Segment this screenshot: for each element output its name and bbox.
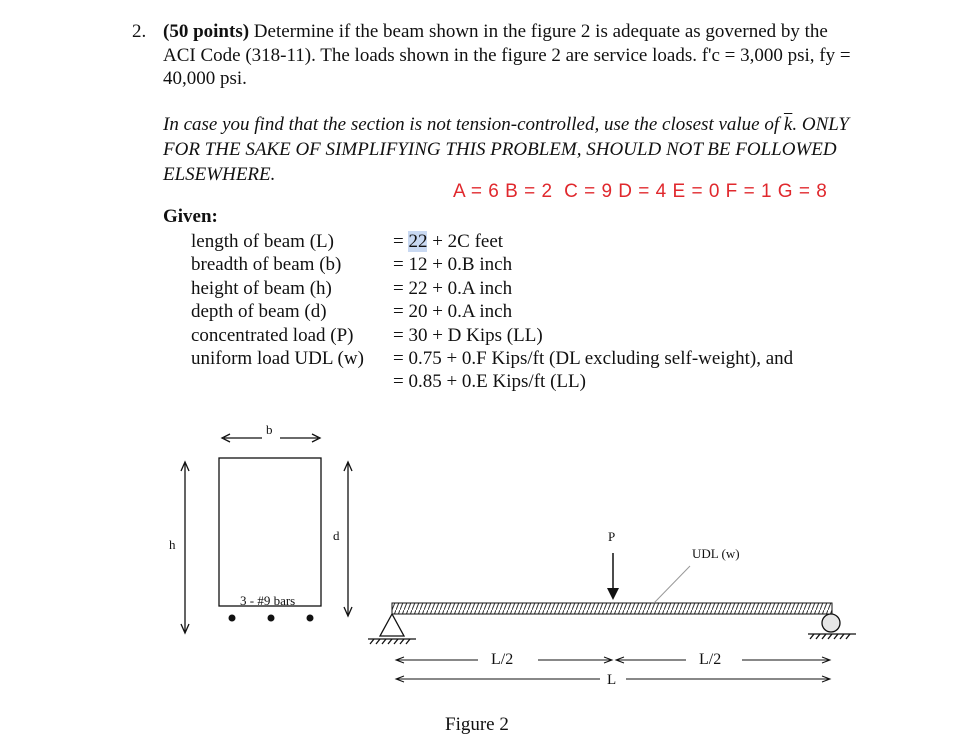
beam [392,603,832,614]
highlighted-value: 22 [408,231,428,252]
label-d: d [333,528,340,543]
figure-caption: Figure 2 [445,714,509,735]
given-value: = 22 + 0.A inch [393,277,513,299]
label-bars: 3 - #9 bars [240,593,296,608]
label-h: h [169,537,176,552]
given-label: height of beam (h) [191,277,332,299]
given-label: uniform load UDL (w) [191,347,364,369]
given-value: = 0.85 + 0.E Kips/ft (LL) [393,371,586,393]
given-value: = 12 + 0.B inch [393,254,513,276]
label-half-span-right: L/2 [699,651,722,668]
given-label: length of beam (L) [191,231,334,252]
label-half-span-left: L/2 [491,651,514,668]
rebars [229,615,314,622]
rebar-dot [307,615,314,622]
note-part2: . ONLY FOR THE SAKE OF SIMPLIFYING THIS PROBLEM, SHOULD NOT BE FOLLOWED ELSEWHERE. [163,114,849,185]
k-bar-symbol: $\overline{k}$ [783,114,793,135]
problem-body: Determine if the beam shown in the figure 2 is adequate as governed by the ACI Code (318-11). The loads shown in the figure 2 are service loads. f'c = 3,000 psi, fy = 40,000 psi. [163,21,851,89]
given-label: breadth of beam (b) [191,254,342,276]
given-value: = 20 + 0.A inch [393,301,513,323]
problem-points: (50 points) [163,21,250,42]
given-label: concentrated load (P) [191,324,354,346]
given-value: = 30 + D Kips (LL) [393,324,543,346]
variable-values: A = 6 B = 2 C = 9 D = 4 E = 0 F = 1 G = 8 [453,181,828,202]
rebar-dot [229,615,236,622]
given-title: Given: [163,206,218,227]
problem-number: 2. [132,21,147,42]
note-part1: In case you find that the section is not tension-controlled, use the closest value of [163,114,784,135]
cross-section-outline [219,458,321,606]
label-udl: UDL (w) [692,546,740,561]
rebar-dot [268,615,275,622]
given-value: = 0.75 + 0.F Kips/ft (DL excluding self-weight), and [393,347,794,369]
label-p: P [608,529,616,544]
given-value: = 22 + 2C feet [393,231,504,252]
pin-support [368,614,416,644]
label-b: b [266,422,273,437]
roller-support [808,614,856,639]
point-load-arrowhead [607,588,619,600]
udl-leader-line [654,566,690,603]
given-label: depth of beam (d) [191,301,327,323]
label-span: L [607,672,617,688]
